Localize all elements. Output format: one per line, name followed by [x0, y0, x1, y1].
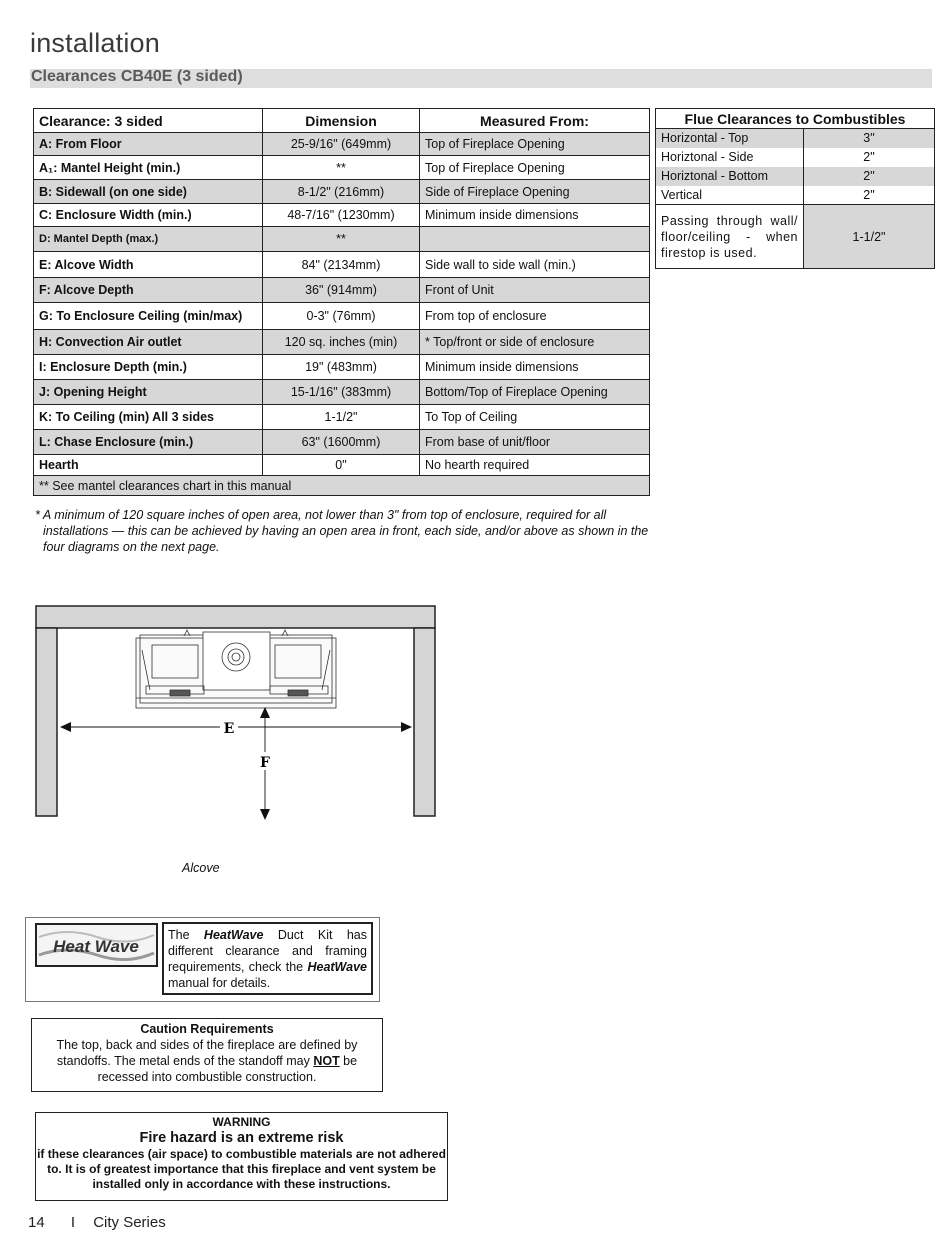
row-measured-from: Minimum inside dimensions: [420, 204, 650, 227]
row-dimension: 120 sq. inches (min): [263, 330, 420, 355]
alcove-diagram: [30, 600, 450, 840]
row-label: J: Opening Height: [34, 380, 263, 405]
header-clearance: Clearance: 3 sided: [34, 109, 263, 133]
table-row: [34, 430, 650, 455]
table-row: [656, 148, 935, 167]
warning-subtitle: Fire hazard is an extreme risk: [139, 1130, 344, 1146]
heatwave-logo: [35, 923, 158, 967]
heatwave-text-part: manual for details.: [168, 976, 271, 990]
row-label: D: Mantel Depth (max.): [34, 227, 263, 252]
flue-clearance-table: [655, 108, 935, 269]
footnote: * A minimum of 120 square inches of open area, not lower than 3" from top of enclosure, required for all installations — this can be achieved by having an open area in front, each side, and/or above as shown in the four diagrams on the next page.: [35, 508, 649, 554]
table-row: [34, 278, 650, 303]
caution-box: [31, 1018, 383, 1092]
page-title: installation: [30, 28, 160, 58]
flue-row-label: Horiztonal - Bottom: [656, 167, 804, 186]
heatwave-text-part: The: [168, 928, 204, 942]
row-dimension: 0-3" (76mm): [263, 303, 420, 330]
warning-title: WARNING: [212, 1115, 271, 1129]
heatwave-text-part: Duct Kit has different clearance and framing requirements, check the: [168, 928, 367, 974]
table-row: [34, 252, 650, 278]
footer-series: City Series: [93, 1214, 166, 1231]
table-note-row: [34, 476, 650, 496]
row-measured-from: From base of unit/floor: [420, 430, 650, 455]
row-label: C: Enclosure Width (min.): [34, 204, 263, 227]
heatwave-text: [162, 922, 373, 995]
row-measured-from: * Top/front or side of enclosure: [420, 330, 650, 355]
table-row: [34, 133, 650, 156]
table-row: [34, 455, 650, 476]
caution-text: [32, 1037, 382, 1085]
row-label: A: From Floor: [34, 133, 263, 156]
row-label: K: To Ceiling (min) All 3 sides: [34, 405, 263, 430]
row-label: Hearth: [34, 455, 263, 476]
row-dimension: 19" (483mm): [263, 355, 420, 380]
clearance-table: [33, 108, 650, 496]
row-dimension: 63" (1600mm): [263, 430, 420, 455]
flue-row-value: 2": [804, 186, 935, 205]
row-measured-from: Side wall to side wall (min.): [420, 252, 650, 278]
row-dimension: 1-1/2": [263, 405, 420, 430]
row-label: L: Chase Enclosure (min.): [34, 430, 263, 455]
row-dimension: 25-9/16" (649mm): [263, 133, 420, 156]
caution-emphasis: NOT: [313, 1054, 340, 1068]
table-row: [34, 405, 650, 430]
row-dimension: 8-1/2" (216mm): [263, 180, 420, 204]
row-measured-from: Side of Fireplace Opening: [420, 180, 650, 204]
row-measured-from: Front of Unit: [420, 278, 650, 303]
flue-table-title: Flue Clearances to Combustibles: [656, 109, 935, 129]
table-row: [656, 186, 935, 205]
flue-row-label: Horiztonal - Side: [656, 148, 804, 167]
caution-title: Caution Requirements: [140, 1022, 274, 1036]
table-row: [656, 205, 935, 269]
row-label: H: Convection Air outlet: [34, 330, 263, 355]
heatwave-logo-graphic: [37, 925, 156, 965]
flue-row-value: 2": [804, 167, 935, 186]
header-dimension: Dimension: [263, 109, 420, 133]
row-dimension: **: [263, 227, 420, 252]
flue-row-label: Passing through wall/ floor/ceiling - when firestop is used.: [656, 205, 804, 269]
table-row: [34, 355, 650, 380]
page-footer: [28, 1214, 166, 1231]
table-row: [34, 156, 650, 180]
table-row: [34, 180, 650, 204]
row-measured-from: To Top of Ceiling: [420, 405, 650, 430]
row-label: G: To Enclosure Ceiling (min/max): [34, 303, 263, 330]
row-measured-from: Top of Fireplace Opening: [420, 156, 650, 180]
table-row: [34, 227, 650, 252]
heatwave-brand: HeatWave: [203, 928, 264, 942]
flue-row-label: Vertical: [656, 186, 804, 205]
dimension-label-e: E: [223, 721, 235, 737]
row-dimension: 84" (2134mm): [263, 252, 420, 278]
header-measured-from: Measured From:: [420, 109, 650, 133]
warning-box: [35, 1112, 448, 1201]
heatwave-logo-text: Heat Wave: [53, 937, 139, 956]
clearance-header-row: [34, 109, 650, 133]
flue-header-row: [656, 109, 935, 129]
row-label: A₁: Mantel Height (min.): [34, 156, 263, 180]
row-measured-from: Minimum inside dimensions: [420, 355, 650, 380]
warning-text: if these clearances (air space) to combustible materials are not adhered to. It is of greatest importance that this fireplace and vent system be installed only in accordance with these instructions.: [37, 1147, 446, 1191]
caution-text-part: be recessed into combustible construction.: [97, 1054, 358, 1084]
heatwave-brand: HeatWave: [307, 960, 367, 974]
caution-text-part: The top, back and sides of the fireplace are defined by standoffs. The metal ends of the standoff may: [56, 1038, 358, 1068]
row-measured-from: [420, 227, 650, 252]
table-note: ** See mantel clearances chart in this manual: [34, 476, 650, 496]
dimension-label-f: F: [260, 755, 270, 771]
row-label: F: Alcove Depth: [34, 278, 263, 303]
table-row: [34, 204, 650, 227]
table-row: [656, 129, 935, 148]
row-dimension: **: [263, 156, 420, 180]
table-row: [34, 380, 650, 405]
row-measured-from: No hearth required: [420, 455, 650, 476]
row-measured-from: From top of enclosure: [420, 303, 650, 330]
row-label: E: Alcove Width: [34, 252, 263, 278]
table-row: [34, 303, 650, 330]
table-row: [656, 167, 935, 186]
section-title: Clearances CB40E (3 sided): [31, 68, 243, 85]
row-dimension: 15-1/16" (383mm): [263, 380, 420, 405]
diagram-caption: Alcove: [182, 861, 220, 875]
flue-row-value: 3": [804, 129, 935, 148]
fireplace-unit-icon: [136, 630, 336, 708]
row-label: B: Sidewall (on one side): [34, 180, 263, 204]
row-dimension: 36" (914mm): [263, 278, 420, 303]
flue-row-value: 2": [804, 148, 935, 167]
row-measured-from: Top of Fireplace Opening: [420, 133, 650, 156]
flue-row-label: Horizontal - Top: [656, 129, 804, 148]
table-row: [34, 330, 650, 355]
page-number: 14: [28, 1214, 45, 1231]
footer-separator: I: [70, 1214, 76, 1231]
row-measured-from: Bottom/Top of Fireplace Opening: [420, 380, 650, 405]
flue-row-value: 1-1/2": [804, 205, 935, 269]
row-label: I: Enclosure Depth (min.): [34, 355, 263, 380]
row-dimension: 48-7/16" (1230mm): [263, 204, 420, 227]
row-dimension: 0": [263, 455, 420, 476]
